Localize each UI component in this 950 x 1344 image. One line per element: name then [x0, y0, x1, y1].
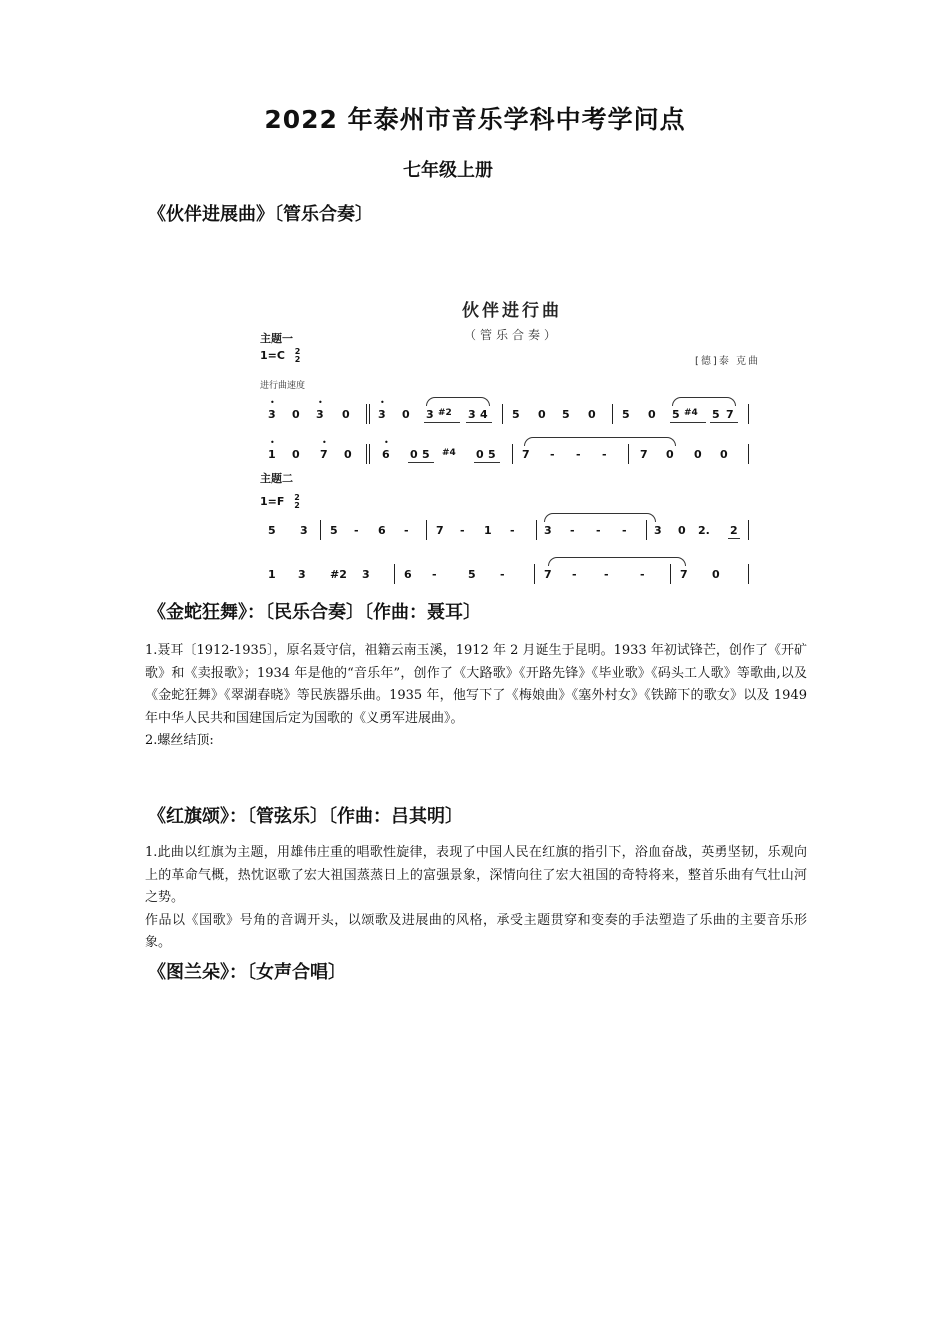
score-row-3: [254, 522, 770, 542]
note: 0: [720, 448, 728, 461]
beam: [408, 462, 434, 463]
note: 3: [468, 408, 476, 421]
note: -: [604, 568, 609, 581]
note: 7: [726, 408, 734, 421]
bar-line: [394, 564, 395, 584]
note: 1: [484, 524, 492, 537]
note: 3: [300, 524, 308, 537]
bar-line: [536, 520, 537, 540]
note: #2: [438, 408, 452, 418]
note: 3: [378, 408, 386, 421]
tie: [544, 513, 656, 522]
beam: [466, 422, 492, 423]
note: 3: [426, 408, 434, 421]
note: 5: [672, 408, 680, 421]
bar-line: [670, 564, 671, 584]
bar-line: [366, 404, 367, 424]
score-tempo: 进行曲速度: [260, 381, 306, 391]
note: 0: [476, 448, 484, 461]
note: -: [576, 448, 581, 461]
note: -: [602, 448, 607, 461]
note: #4: [684, 408, 698, 418]
note: 0: [402, 408, 410, 421]
score-key-2-text: 1=F: [260, 495, 285, 508]
note: 3: [362, 568, 370, 581]
bar-line: [512, 444, 513, 464]
note-dot: •: [270, 398, 275, 407]
tie: [524, 437, 676, 446]
score-row-4: [254, 566, 770, 586]
bar-line: [426, 520, 427, 540]
note: 7: [320, 448, 328, 461]
note: -: [404, 524, 409, 537]
meter-bottom: 2: [294, 355, 301, 364]
section-heading-tulanduo: 《图兰朵》：〔女声合唱〕: [148, 962, 346, 983]
bar-line: [366, 444, 367, 464]
meter-top: 2: [294, 347, 301, 356]
beam: [710, 422, 738, 423]
note: -: [550, 448, 555, 461]
note: 0: [410, 448, 418, 461]
note-dot: •: [270, 438, 275, 447]
paragraph: 作品以《国歌》号角的音调开头，以颂歌及进展曲的风格，承受主题贯穿和变奏的手法塑造了乐曲的主要音乐形象。: [145, 912, 807, 950]
meter-top: 2: [294, 493, 300, 502]
note: 5: [712, 408, 720, 421]
note-dot: •: [384, 438, 389, 447]
note: 7: [640, 448, 648, 461]
beam: [474, 462, 500, 463]
note: 0: [344, 448, 352, 461]
score-theme-2: 主题二: [260, 472, 293, 485]
note: -: [432, 568, 437, 581]
note: 5: [422, 448, 430, 461]
note: 0: [292, 408, 300, 421]
score-theme-1: 主题一: [260, 332, 293, 345]
note: #4: [442, 448, 456, 458]
score-key-2: [260, 494, 300, 510]
note: -: [622, 524, 627, 537]
score-composer: [德]泰 克曲: [695, 356, 760, 367]
note: 6: [378, 524, 386, 537]
score-meter-1: [295, 348, 301, 364]
section-heading-hongqi: 《红旗颂》：〔管弦乐〕〔作曲：吕其明〕: [148, 806, 463, 827]
music-score: [254, 290, 770, 590]
beam: [670, 422, 706, 423]
score-title: 伙伴进行曲: [462, 301, 562, 321]
bar-line: [748, 444, 749, 464]
note: 7: [436, 524, 444, 537]
beam: [728, 538, 740, 539]
bar-line: [320, 520, 321, 540]
page-subtitle: 七年级上册: [403, 160, 493, 181]
note: -: [640, 568, 645, 581]
page-title: 2022 年泰州市音乐学科中考学问点: [264, 105, 686, 134]
bar-line: [534, 564, 535, 584]
paragraph: 1.此曲以红旗为主题，用雄伟庄重的唱歌性旋律，表现了中国人民在红旗的指引下，浴血奋战，英勇坚韧，乐观向上的革命气概，热忱讴歌了宏大祖国蒸蒸日上的富强景象，深情向往了宏大祖国的奇特将来，整首乐曲有气壮山河之势。: [145, 845, 807, 905]
bar-line: [628, 444, 629, 464]
note: 6: [382, 448, 390, 461]
note: 4: [480, 408, 488, 421]
note: 5: [488, 448, 496, 461]
note: -: [500, 568, 505, 581]
note: 1: [268, 448, 276, 461]
note: 0: [678, 524, 686, 537]
note-dot: •: [318, 398, 323, 407]
note: -: [572, 568, 577, 581]
bar-line: [748, 564, 749, 584]
paragraph: 2.螺丝结顶:: [145, 733, 214, 748]
section-body-jinshe: [145, 640, 807, 753]
score-meter-2: [294, 494, 300, 510]
section-heading-jinshe: 《金蛇狂舞》：〔民乐合奏〕〔作曲：聂耳〕: [148, 602, 481, 623]
note-dot: •: [380, 398, 385, 407]
note: 5: [330, 524, 338, 537]
bar-line: [369, 404, 370, 424]
section-body-hongqi: [145, 842, 807, 955]
bar-line: [748, 520, 749, 540]
note: -: [570, 524, 575, 537]
note: 1: [268, 568, 276, 581]
note: 6: [404, 568, 412, 581]
meter-bottom: 2: [294, 501, 300, 510]
note: 7: [522, 448, 530, 461]
note: 3: [268, 408, 276, 421]
note: 2: [730, 524, 738, 537]
paragraph: 1.聂耳〔1912-1935〕，原名聂守信，祖籍云南玉溪，1912 年 2 月诞生于昆明。1933 年初试锋芒，创作了《开矿歌》和《卖报歌》；1934 年是他的“音乐年”，创作了《大路歌》《开路先锋》《毕业歌》《码头工人歌》等歌曲,以及《金蛇狂舞》《翠湖春晓》等民族器乐曲。1935 年，他写下了《梅娘曲》《塞外村女》《铁蹄下的歌女》以及 1949 年中华人民共和国建国后定为国歌的《义勇军进展曲》。: [145, 643, 807, 726]
note: 0: [712, 568, 720, 581]
score-key-1: [260, 348, 300, 364]
bar-line: [502, 404, 503, 424]
note: 0: [648, 408, 656, 421]
note: 2.: [698, 524, 710, 537]
note: 0: [666, 448, 674, 461]
note: 7: [680, 568, 688, 581]
note: #2: [330, 568, 347, 581]
note: 7: [544, 568, 552, 581]
note: 3: [544, 524, 552, 537]
note: 3: [298, 568, 306, 581]
note: 0: [538, 408, 546, 421]
section-heading-huoban: 《伙伴进展曲》〔管乐合奏〕: [148, 204, 373, 225]
note: -: [510, 524, 515, 537]
score-subtitle: （管乐合奏）: [463, 328, 560, 342]
beam: [424, 422, 460, 423]
tie: [548, 557, 686, 566]
note: 5: [512, 408, 520, 421]
note: 5: [468, 568, 476, 581]
bar-line: [646, 520, 647, 540]
note-dot: •: [322, 438, 327, 447]
note: 0: [292, 448, 300, 461]
note: 3: [654, 524, 662, 537]
bar-line: [748, 404, 749, 424]
note: 3: [316, 408, 324, 421]
note: 5: [562, 408, 570, 421]
bar-line: [369, 444, 370, 464]
note: 0: [694, 448, 702, 461]
note: -: [460, 524, 465, 537]
note: 0: [342, 408, 350, 421]
note: 5: [268, 524, 276, 537]
bar-line: [612, 404, 613, 424]
note: 0: [588, 408, 596, 421]
note: -: [596, 524, 601, 537]
tie: [426, 397, 490, 406]
note: -: [354, 524, 359, 537]
score-key-1-text: 1=C: [260, 349, 285, 362]
score-row-1: [254, 398, 770, 426]
note: 5: [622, 408, 630, 421]
tie: [672, 397, 736, 406]
score-row-2: [254, 438, 770, 466]
